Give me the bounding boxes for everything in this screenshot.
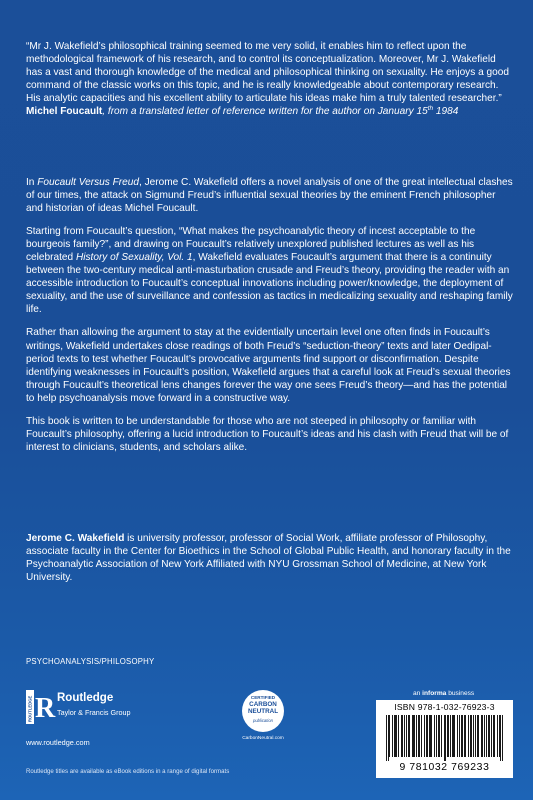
barcode-bar <box>502 715 503 761</box>
carbon-neutral-badge <box>234 690 292 752</box>
barcode-bar <box>475 715 476 757</box>
barcode-bar <box>421 715 422 757</box>
barcode-bar <box>447 715 448 757</box>
ebook-note: Routledge titles are available as eBook editions in a range of digital formats <box>26 768 230 775</box>
barcode-bar <box>430 715 431 757</box>
barcode-bar <box>418 715 419 757</box>
barcode-bar <box>462 715 463 757</box>
barcode-bar <box>497 715 498 757</box>
barcode-bar <box>439 715 440 757</box>
barcode-bar <box>414 715 415 757</box>
barcode-bar <box>450 715 451 757</box>
barcode-bar <box>452 715 453 757</box>
barcode-bar <box>499 715 500 757</box>
barcode-bar <box>494 715 495 757</box>
barcode-bar <box>386 715 387 761</box>
barcode-bar <box>457 715 458 757</box>
publisher-url[interactable]: www.routledge.com <box>26 738 90 747</box>
book-title-italic: Foucault Versus Freud <box>37 177 139 188</box>
p1-post: , Jerome C. Wakefield offers a novel analysis of one of the great intellectual clashes of our times, the attack on Sigmund Freud’s influential sexual theories by the eminent French philosopher and historian of ideas Michel Foucault. <box>26 177 513 215</box>
barcode-bar <box>436 715 437 757</box>
barcode-bar <box>441 715 442 757</box>
barcode-bar <box>389 715 390 757</box>
barcode-bar <box>408 715 409 757</box>
description-paragraph-1 <box>26 176 514 215</box>
barcode-bar <box>406 715 407 757</box>
quote-attribution-year: 1984 <box>433 106 459 118</box>
barcode-bar <box>429 715 430 757</box>
barcode-bar <box>464 715 465 757</box>
barcode-bar <box>395 715 396 757</box>
isbn-barcode <box>376 700 513 778</box>
barcode-bar <box>394 715 395 757</box>
description-paragraph-2 <box>26 225 514 316</box>
neutral-word: NEUTRAL <box>247 707 279 715</box>
p2-post: , Wakefield evaluates Foucault’s argument that there is a continuity between the two-century medical anti-masturbation crusade and Freud’s theory, providing the reader with an accessible introduction to Foucault’s conceptual innovations including power/knowledge, the deployment of sexuality, and the use of surveillance and confession as tactics in medicalizing sexuality and reshaping family life. <box>26 252 513 316</box>
carbon-neutral-seal-icon <box>242 690 284 732</box>
barcode-bar <box>461 715 462 757</box>
subject-category: PSYCHOANALYSIS/PHILOSOPHY <box>26 657 155 666</box>
barcode-bar <box>404 715 405 757</box>
barcode-bar <box>431 715 432 757</box>
quote-attribution-name: Michel Foucault <box>26 106 103 118</box>
quote-text: “Mr J. Wakefield’s philosophical training seemed to me very solid, it enables him to reflect upon the methodological framework of his research, and to control its conceptualization. Moreover, Mr J. Wakefield has a vast and thorough knowledge of the medical and philosophical thinking on sexuality. He enjoys a good command of the classic works on this topic, and he is really knowledgeable about contemporary research. His analytic capacities and his excellent ability to articulate his ideas make him a truly talented researcher.” <box>26 41 509 105</box>
barcode-bar <box>481 715 482 757</box>
barcode-bar <box>424 715 425 757</box>
barcode-bar <box>493 715 494 757</box>
routledge-logo-icon <box>26 690 56 724</box>
publisher-logo <box>26 690 186 726</box>
barcode-bar <box>438 715 439 757</box>
barcode-bar <box>388 715 389 761</box>
barcode-bar <box>468 715 469 757</box>
barcode-bar <box>459 715 460 757</box>
informa-brand: informa <box>422 690 447 697</box>
endorsement-quote <box>26 40 514 119</box>
barcode-icon <box>386 715 503 761</box>
barcode-bar <box>488 715 489 757</box>
author-name: Jerome C. Wakefield <box>26 533 125 544</box>
isbn-label: ISBN 978-1-032-76923-3 <box>394 702 495 712</box>
barcode-bar <box>453 715 454 757</box>
barcode-bar <box>445 715 446 761</box>
carbon-word: CARBON <box>249 701 277 708</box>
isbn-digits: 9 781032 769233 <box>399 762 490 773</box>
barcode-bar <box>413 715 414 757</box>
barcode-bar <box>427 715 428 757</box>
barcode-bar <box>470 715 471 757</box>
barcode-bar <box>477 715 478 757</box>
barcode-bar <box>484 715 485 757</box>
author-bio <box>26 532 514 584</box>
barcode-bar <box>500 715 501 761</box>
barcode-bar <box>486 715 487 757</box>
carbon-url: CarbonNeutral.com <box>242 736 284 741</box>
barcode-bar <box>434 715 435 757</box>
barcode-bar <box>465 715 466 757</box>
quote-attribution-ordinal: th <box>427 105 434 113</box>
barcode-bar <box>471 715 472 757</box>
carbon-line-1: CERTIFIED <box>250 695 276 700</box>
barcode-bar <box>444 715 445 761</box>
barcode-bar <box>426 715 427 757</box>
author-bio-text: is university professor, professor of Social Work, affiliate professor of Philosophy, associate faculty in the Center for Bioethics in the School of Global Public Health, and honorary faculty in the Psychoanalytic Association of New York Affiliated with NYU Grossman School of Medicine, at New York University. <box>26 533 511 584</box>
quote-attribution-detail: , from a translated letter of reference written for the author on January 15 <box>102 106 428 118</box>
p2-pre: Starting from Foucault’s question, “What makes the psychoanalytic theory of incest acceptable to the bourgeois family?”, and drawing on Foucault’s relatively unexplored published lectures as well as his celebrated <box>26 226 476 264</box>
publisher-name: Routledge <box>57 692 114 704</box>
barcode-bar <box>448 715 449 757</box>
barcode-bar <box>392 715 393 757</box>
barcode-bar <box>402 715 403 757</box>
barcode-bar <box>396 715 397 757</box>
barcode-bar <box>473 715 474 757</box>
barcode-bar <box>409 715 410 757</box>
informa-pre: an <box>413 690 423 697</box>
carbon-line-2 <box>242 702 284 715</box>
carbon-line-3: publication <box>252 718 274 723</box>
barcode-bar <box>478 715 479 757</box>
book-description <box>26 176 514 464</box>
description-paragraph-4: This book is written to be understandable for those who are not steeped in philosophy or familiar with Foucault’s philosophy, offering a lucid introduction to Foucault’s ideas and his clash with Freud that will be of interest to clinicians, students, and scholars alike. <box>26 415 509 453</box>
barcode-bar <box>491 715 492 757</box>
barcode-bar <box>416 715 417 757</box>
barcode-bar <box>489 715 490 757</box>
barcode-bar <box>412 715 413 757</box>
p1-pre: In <box>26 177 38 188</box>
barcode-bar <box>398 715 399 757</box>
barcode-bar <box>482 715 483 757</box>
description-paragraph-3: Rather than allowing the argument to stay at the evidentially uncertain level one often finds in Foucault’s writings, Wakefield undertakes close readings of both Freud’s “seduction-theory” texts and later Oedipal-period texts to test whether Foucault’s provocative arguments find support or disconfirmation. Despite identifying weaknesses in Foucault’s position, Wakefield argues that a careful look at Freud’s sexual theories through Foucault’s theoretical lens changes forever the way one sees Freud’s theory—and has the potential to help psychoanalysis move forward in a constructive way. <box>26 327 511 404</box>
barcode-bar <box>419 715 420 757</box>
barcode-bar <box>454 715 455 757</box>
logo-letter: R <box>35 693 56 724</box>
barcode-bar <box>401 715 402 757</box>
cited-title-italic: History of Sexuality, Vol. 1 <box>75 252 193 264</box>
publisher-group: Taylor & Francis Group <box>57 708 131 717</box>
informa-post: business <box>446 690 475 697</box>
logo-vertical-text: ROUTLEDGE <box>27 695 33 722</box>
informa-tag <box>413 690 474 697</box>
